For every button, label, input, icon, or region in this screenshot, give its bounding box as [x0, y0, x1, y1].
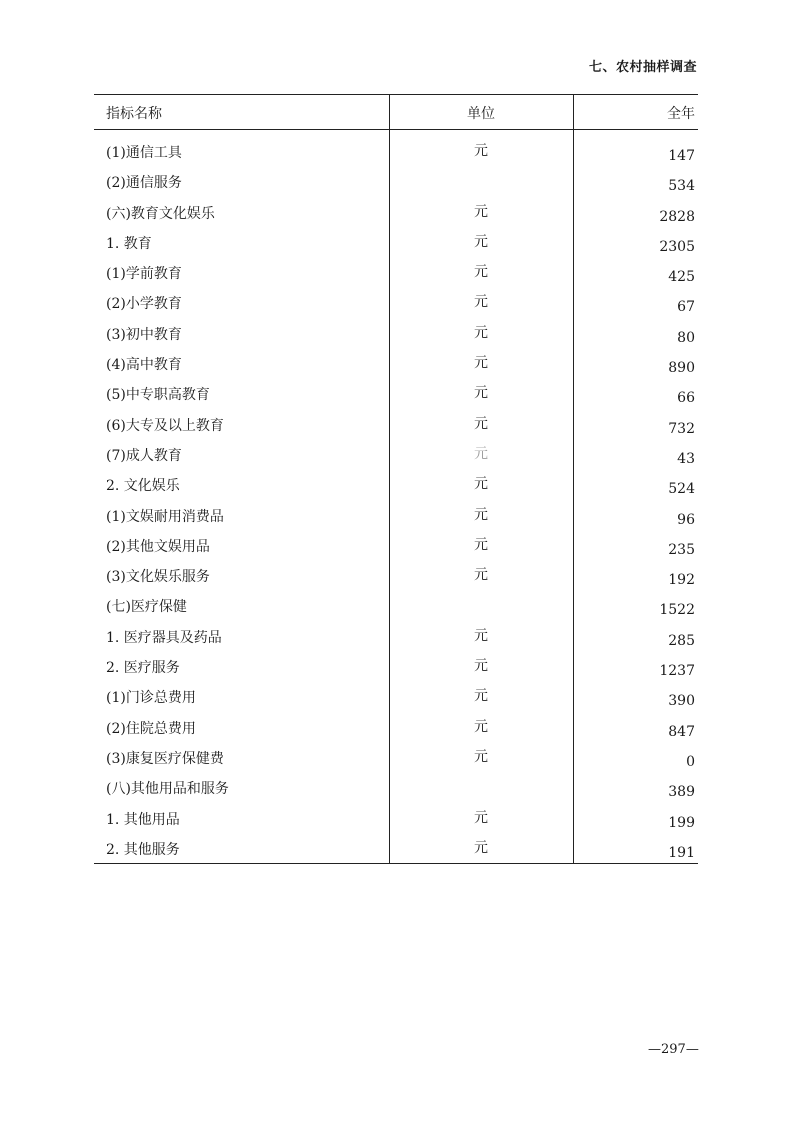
row-value: 80	[677, 329, 695, 346]
row-unit: 元	[474, 233, 488, 250]
table-row	[94, 257, 698, 287]
row-name: 2. 文化娱乐	[106, 478, 180, 495]
table-row	[94, 530, 698, 560]
table-row	[94, 409, 698, 439]
row-name: 1. 其他用品	[106, 811, 180, 828]
row-unit: 元	[474, 536, 488, 553]
row-value: 2828	[659, 208, 695, 225]
table-row	[94, 772, 698, 802]
column-divider	[573, 681, 574, 711]
row-name: (1)文娱耐用消费品	[106, 508, 224, 525]
row-unit: 元	[474, 355, 488, 372]
row-unit: 元	[474, 809, 488, 826]
row-name: (2)其他文娱用品	[106, 538, 210, 555]
row-name: (5)中专职高教育	[106, 387, 210, 404]
row-value: 96	[677, 511, 695, 528]
column-divider	[573, 560, 574, 590]
row-unit: 元	[474, 839, 488, 856]
table-header-row	[94, 95, 698, 130]
table-row	[94, 318, 698, 348]
column-header-unit: 单位	[467, 106, 495, 122]
row-unit: 元	[474, 415, 488, 432]
row-name: 1. 教育	[106, 235, 152, 252]
column-divider	[573, 409, 574, 439]
row-unit: 元	[474, 567, 488, 584]
table-row	[94, 227, 698, 257]
row-value: 389	[668, 784, 695, 801]
row-value: 191	[668, 844, 695, 861]
row-value: 732	[668, 420, 695, 437]
column-divider	[573, 530, 574, 560]
row-name: (八)其他用品和服务	[106, 781, 229, 798]
row-value: 192	[668, 572, 695, 589]
row-value: 0	[686, 753, 695, 770]
column-divider	[389, 772, 390, 802]
column-divider	[573, 439, 574, 469]
table-row	[94, 166, 698, 196]
row-unit: 元	[474, 324, 488, 341]
table-row	[94, 712, 698, 742]
column-header-value: 全年	[667, 106, 695, 122]
column-divider	[573, 469, 574, 499]
column-divider	[573, 287, 574, 317]
table-row	[94, 439, 698, 469]
table-row	[94, 833, 698, 863]
row-value: 890	[668, 360, 695, 377]
table-row	[94, 378, 698, 408]
row-name: (2)通信服务	[106, 175, 182, 192]
column-divider	[573, 500, 574, 530]
column-divider	[573, 772, 574, 802]
table-body	[94, 136, 698, 863]
table-row	[94, 742, 698, 772]
row-value: 847	[668, 723, 695, 740]
row-name: (2)住院总费用	[106, 720, 196, 737]
column-divider	[573, 227, 574, 257]
column-divider	[573, 803, 574, 833]
row-unit: 元	[474, 264, 488, 281]
row-unit: 元	[474, 476, 488, 493]
data-table	[94, 94, 698, 864]
row-unit: 元	[474, 627, 488, 644]
column-divider	[573, 651, 574, 681]
table-row	[94, 348, 698, 378]
row-name: (1)通信工具	[106, 145, 182, 161]
table-row	[94, 287, 698, 317]
table-row	[94, 590, 698, 620]
row-name: 2. 医疗服务	[106, 660, 180, 677]
column-divider	[573, 318, 574, 348]
row-unit: 元	[474, 688, 488, 705]
row-value: 43	[677, 450, 695, 467]
table-row	[94, 469, 698, 499]
column-divider	[573, 742, 574, 772]
column-divider	[573, 712, 574, 742]
table-row	[94, 621, 698, 651]
table-row	[94, 651, 698, 681]
table-row	[94, 560, 698, 590]
column-divider	[389, 590, 390, 620]
row-unit: 元	[474, 294, 488, 311]
row-name: (3)文化娱乐服务	[106, 569, 210, 586]
row-unit: 元	[474, 445, 488, 462]
row-unit: 元	[474, 385, 488, 402]
row-name: (1)门诊总费用	[106, 690, 196, 707]
page-number: —297—	[648, 1042, 699, 1057]
row-name: (1)学前教育	[106, 266, 182, 283]
row-unit: 元	[474, 658, 488, 675]
table-row	[94, 136, 698, 166]
table-row	[94, 803, 698, 833]
row-unit: 元	[474, 718, 488, 735]
row-value: 285	[668, 632, 695, 649]
row-value: 147	[668, 148, 695, 164]
column-divider	[573, 257, 574, 287]
column-divider	[573, 197, 574, 227]
row-unit: 元	[474, 506, 488, 523]
row-name: (2)小学教育	[106, 296, 182, 313]
row-unit: 元	[474, 203, 488, 220]
column-divider	[573, 590, 574, 620]
row-name: (3)康复医疗保健费	[106, 750, 224, 767]
row-name: (六)教育文化娱乐	[106, 205, 215, 222]
column-divider	[573, 348, 574, 378]
row-name: (6)大专及以上教育	[106, 417, 224, 434]
row-unit: 元	[474, 748, 488, 765]
column-header-name: 指标名称	[106, 106, 162, 122]
row-value: 524	[668, 481, 695, 498]
table-row	[94, 500, 698, 530]
row-name: (3)初中教育	[106, 326, 182, 343]
column-divider	[389, 166, 390, 196]
row-name: (4)高中教育	[106, 357, 182, 374]
row-value: 390	[668, 693, 695, 710]
row-value: 425	[668, 269, 695, 286]
row-value: 67	[677, 299, 695, 316]
row-unit: 元	[474, 143, 488, 159]
row-name: 1. 医疗器具及药品	[106, 629, 222, 646]
row-value: 66	[677, 390, 695, 407]
column-divider	[573, 166, 574, 196]
row-value: 199	[668, 814, 695, 831]
row-name: (七)医疗保健	[106, 599, 187, 616]
section-title: 七、农村抽样调查	[588, 60, 697, 75]
column-divider	[573, 833, 574, 863]
row-value: 1237	[659, 663, 695, 680]
row-value: 534	[668, 178, 695, 195]
column-divider	[573, 378, 574, 408]
row-name: (7)成人教育	[106, 447, 182, 464]
row-value: 1522	[659, 602, 695, 619]
column-divider	[573, 621, 574, 651]
row-value: 2305	[659, 238, 695, 255]
row-name: 2. 其他服务	[106, 841, 180, 858]
row-value: 235	[668, 541, 695, 558]
column-divider	[573, 95, 574, 129]
table-row	[94, 681, 698, 711]
table-row	[94, 197, 698, 227]
column-divider	[573, 136, 574, 166]
